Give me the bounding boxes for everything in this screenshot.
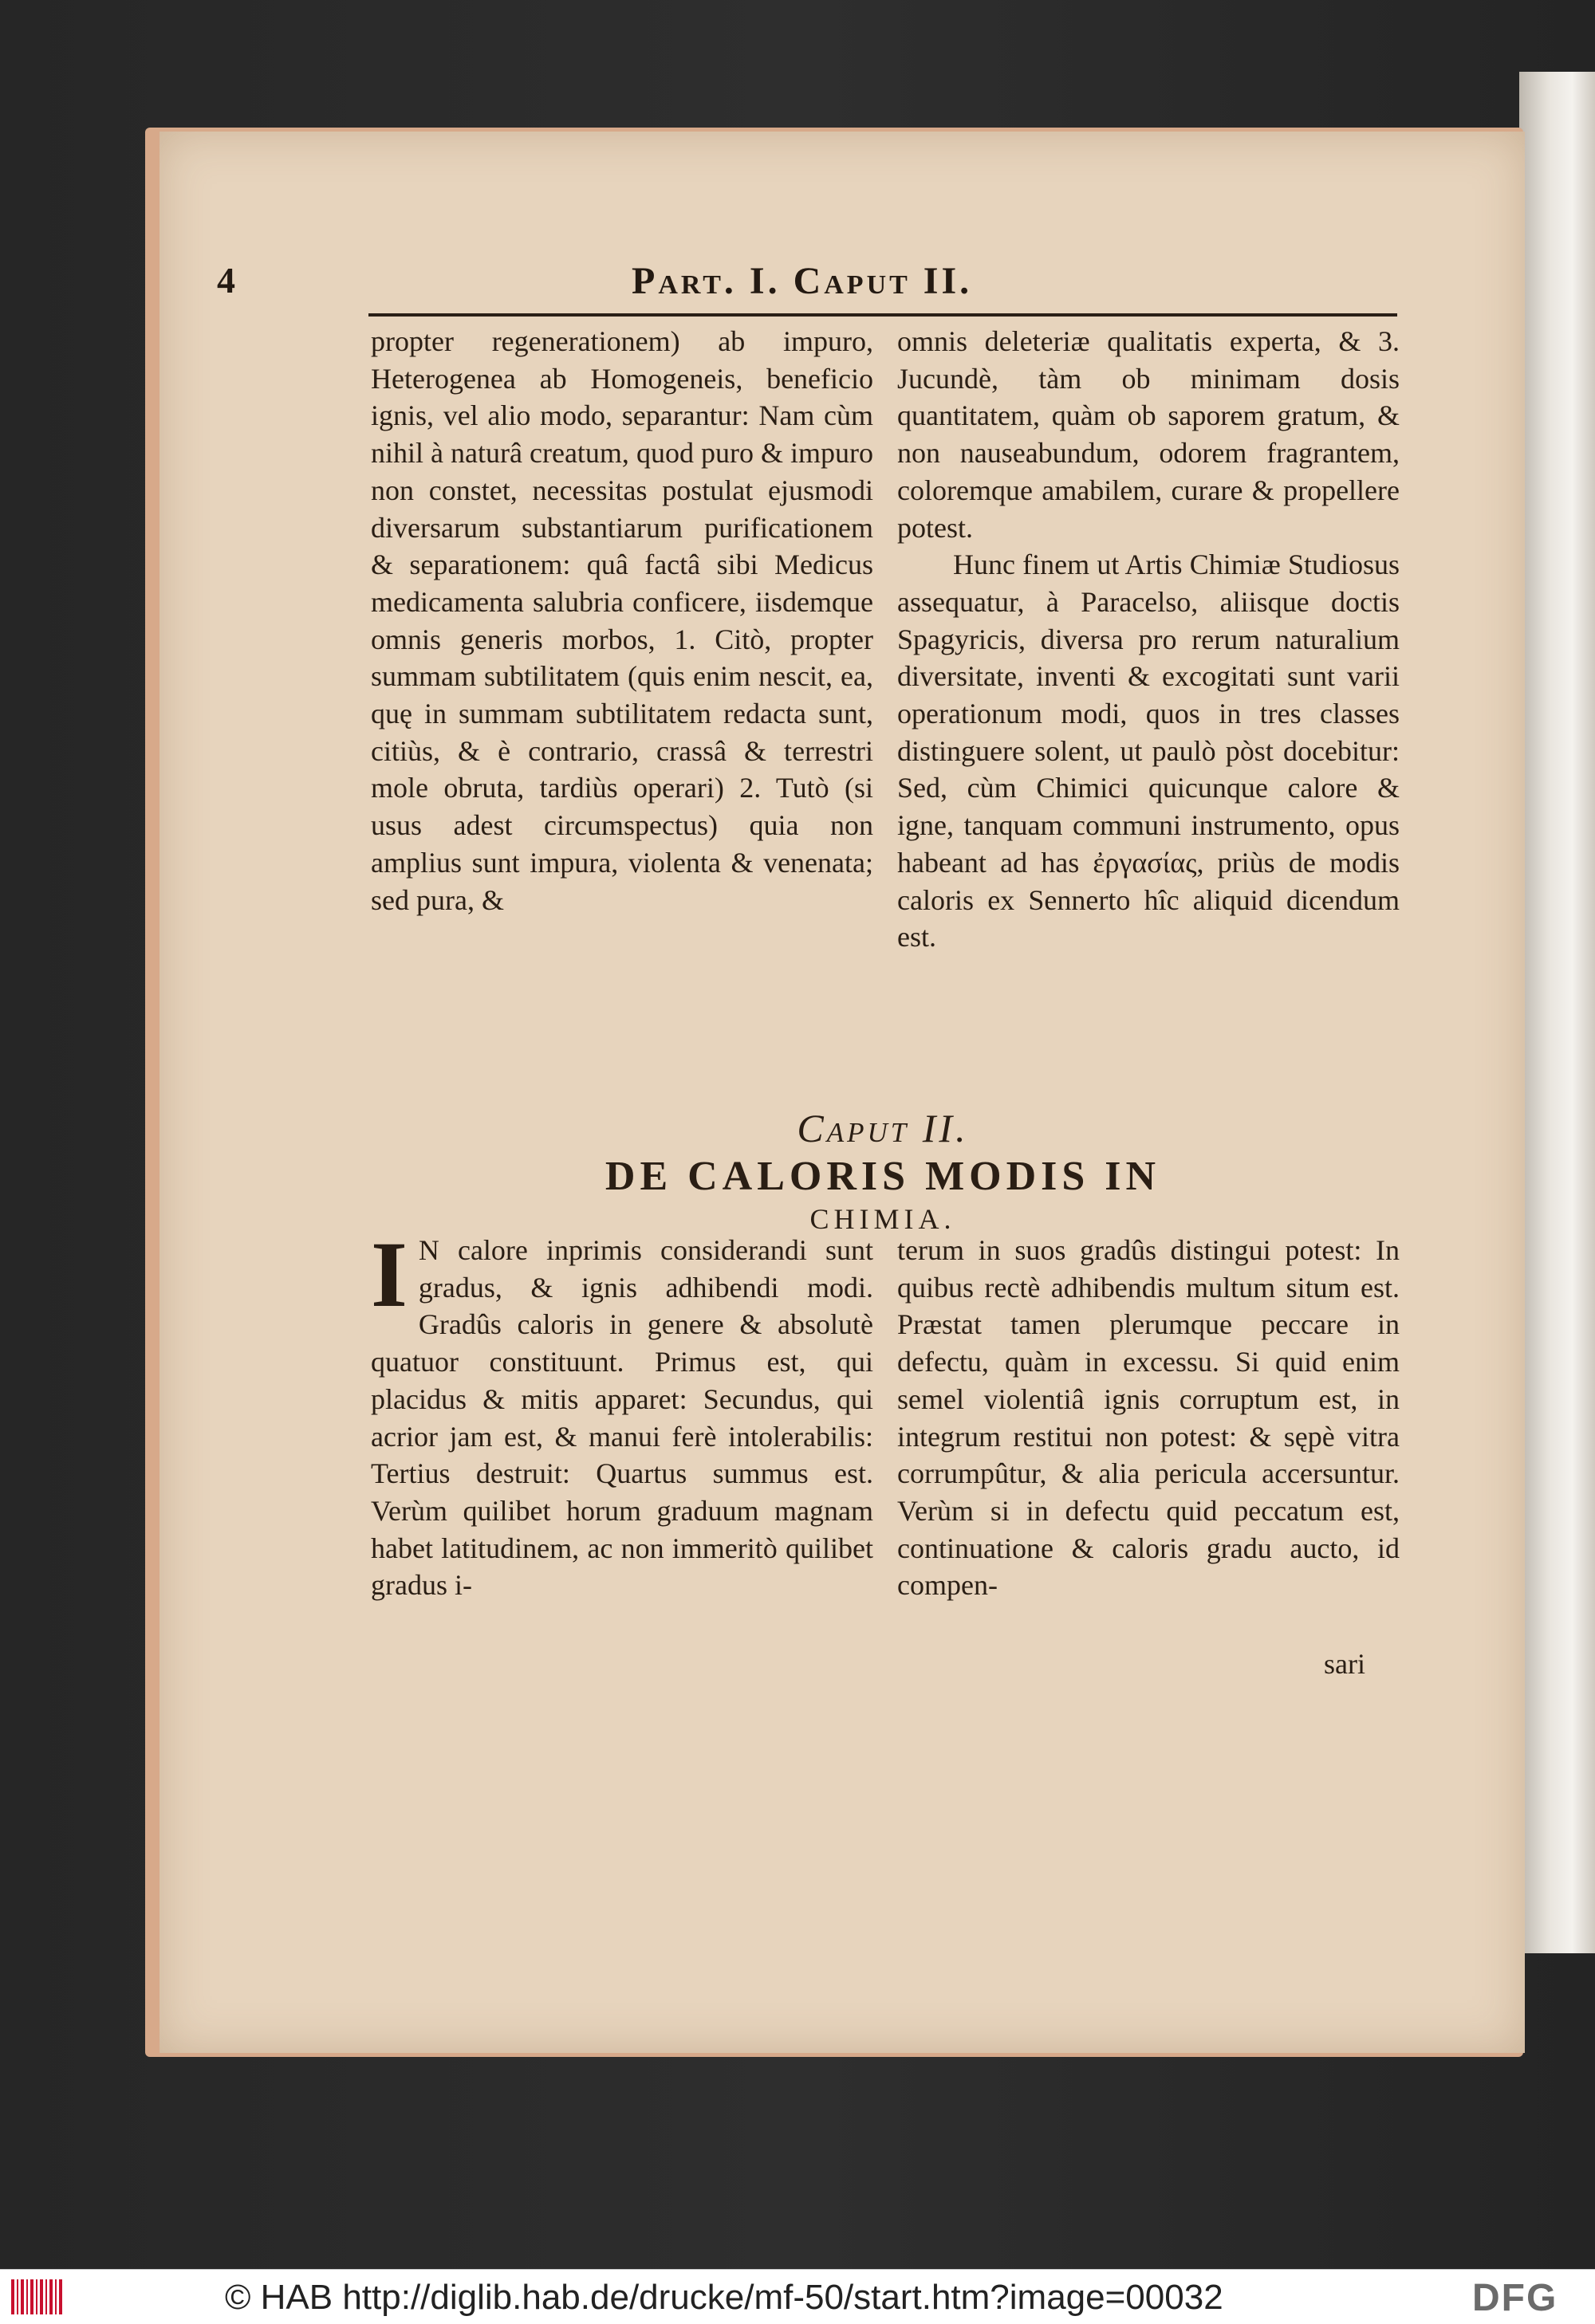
dfg-logo: DFG bbox=[1472, 2277, 1558, 2319]
running-head: Part. I. Caput II. bbox=[632, 260, 973, 302]
chapter-title: Caput II. bbox=[797, 1106, 969, 1150]
barcode-icon bbox=[11, 2279, 62, 2314]
text-column-right-bottom bbox=[897, 1232, 1400, 1604]
paragraph: omnis deleteriæ qualitatis experta, & 3. Jucundè, tàm ob minimam dosis quantitatem, quàm ob saporem gratum, & non nauseabundum, odorem fragrantem, coloremque amabilem, curare & propellere potest. bbox=[897, 325, 1400, 544]
chapter-heading bbox=[368, 1104, 1397, 1237]
header-rule bbox=[368, 313, 1397, 317]
text-column-right-top bbox=[897, 323, 1400, 956]
chapter-subtitle-line2: CHIMIA. bbox=[809, 1203, 956, 1235]
viewer-footer bbox=[0, 2269, 1595, 2324]
text-column-left-top bbox=[371, 323, 873, 918]
text-column-left-bottom bbox=[371, 1222, 873, 1604]
chapter-subtitle: DE CALORIS MODIS IN bbox=[605, 1154, 1161, 1199]
page-number: 4 bbox=[217, 260, 235, 301]
paragraph: terum in suos gradûs distingui potest: In quibus rectè adhibendis multum situm est. Præstat tamen plerumque peccare in defectu, quàm in excessu. Si quid enim semel violentiâ ignis corruptum est, in integrum restitui non potest: & sępè vitra corrumpûtur, & alia pericula accersuntur. Verùm si in defectu quid peccatum est, continuatione & caloris gradu aucto, id compen- bbox=[897, 1234, 1400, 1602]
credit-link[interactable]: © HAB http://diglib.hab.de/drucke/mf-50/start.htm?image=00032 bbox=[225, 2278, 1223, 2317]
page-header bbox=[209, 259, 1405, 315]
paragraph: N calore inprimis considerandi sunt gradus, & ignis adhibendi modi. Gradûs caloris in genere & absolutè quatuor constituunt. Primus est, qui placidus & mitis apparet: Secundus, qui acrior jam est, & manui ferè intolerabilis: Tertius destruit: Quartus summus est. Verùm quilibet horum graduum magnam habet latitudinem, ac non immeritò quilibet gradus i- bbox=[371, 1234, 873, 1602]
catchword: sari bbox=[1324, 1648, 1365, 1680]
drop-cap: I bbox=[371, 1222, 408, 1327]
paragraph: propter regenerationem) ab impuro, Heterogenea ab Homogeneis, beneficio ignis, vel alio modo, separantur: Nam cùm nihil à naturâ creatum, quod puro & impuro non constet, necessitas postulat ejusmodi diversarum substantiarum purificationem & separationem: quâ factâ sibi Medicus medicamenta salubria conficere, iisdemque omnis generis morbos, 1. Citò, propter summam subtilitatem (quis enim nescit, ea, quę in summam subtilitatem redacta sunt, citiùs, & è contrario, crassâ & terrestri mole obruta, tardiùs operari) 2. Tutò (si usus adest circumspectus) quia non amplius sunt impura, violenta & venenata; sed pura, & bbox=[371, 325, 873, 916]
next-page-edge bbox=[1519, 72, 1595, 1953]
paragraph: Hunc finem ut Artis Chimiæ Studiosus assequatur, à Paracelso, aliisque doctis Spagyricis, diversa pro rerum naturalium diversitate, inventi & excogitati sunt varii operationum modi, quos in tres classes distinguere solent, ut paulò pòst docebitur: Sed, cùm Chimici quicunque calore & igne, tanquam communi instrumento, opus habeant ad has ἐργασίας, priùs de modis caloris ex Sennerto hîc aliquid dicendum est. bbox=[897, 549, 1400, 954]
